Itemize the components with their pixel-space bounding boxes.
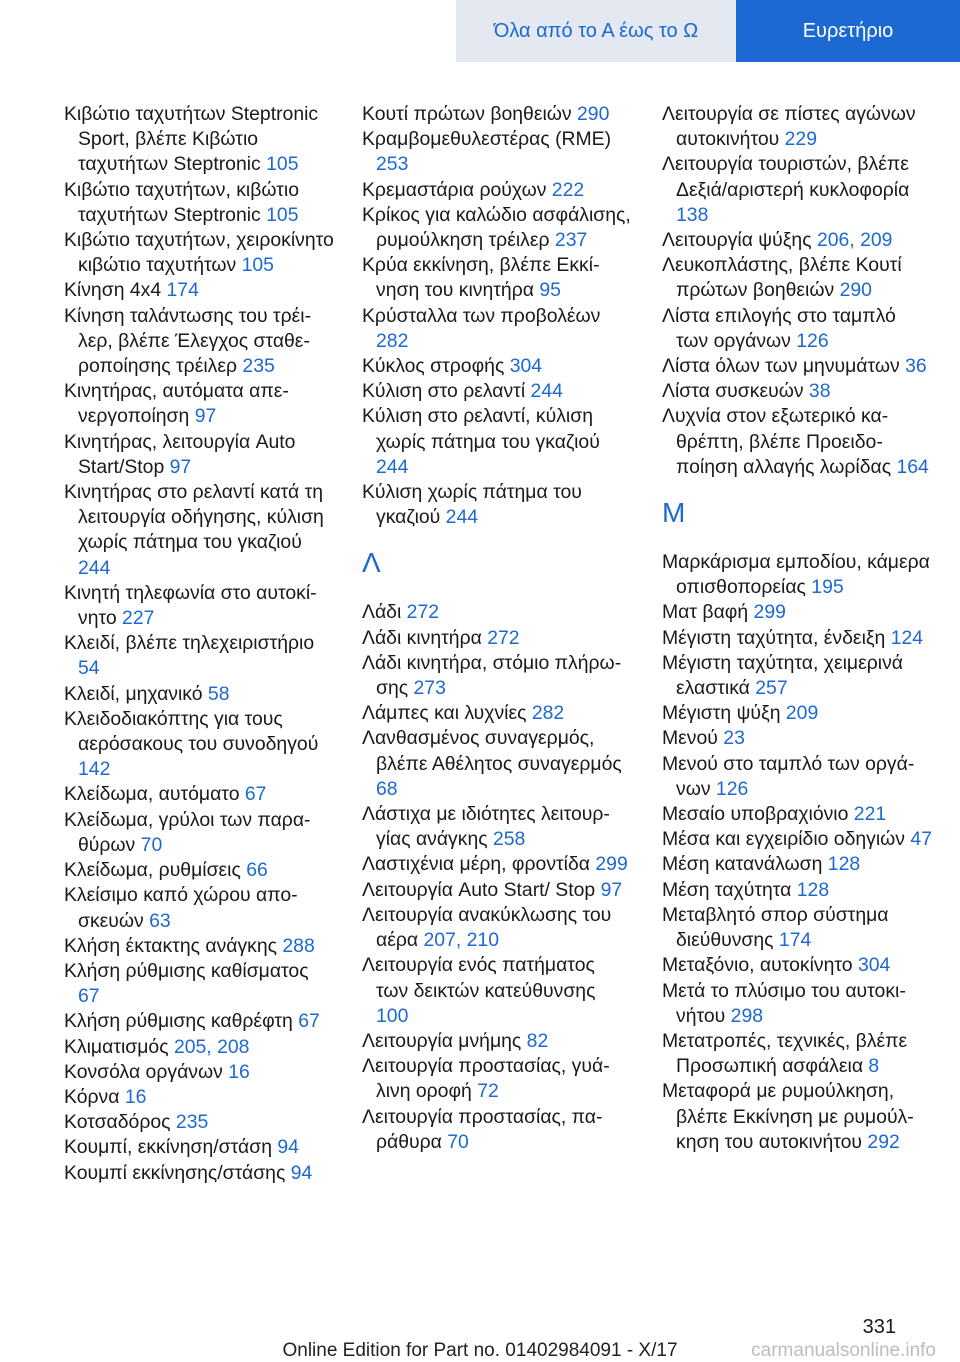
- index-term: Κλειδοδιακόπτης για τους αερόσακους του συνοδηγού: [64, 707, 319, 756]
- page-reference-link[interactable]: 282: [531, 702, 565, 725]
- page-reference-link[interactable]: 195: [811, 576, 844, 599]
- index-entry: [64, 379, 334, 429]
- index-entry: [64, 178, 334, 228]
- page-reference-link[interactable]: 124: [890, 626, 924, 649]
- section-letter-lambda: Λ: [362, 547, 381, 579]
- index-term: Κραμβομεθυλεστέρας (RME): [362, 128, 612, 151]
- index-term: Μενού: [662, 727, 718, 750]
- index-entry: [362, 404, 632, 480]
- page-reference-link[interactable]: 174: [778, 929, 812, 952]
- index-entry: [362, 1029, 632, 1054]
- index-term: Λειτουργία προστασίας, παράθυρα: [362, 1105, 603, 1153]
- index-term: Κόρνα: [64, 1085, 120, 1108]
- index-term: Κινητήρας, αυτόματα απενεργοποίηση: [64, 380, 289, 428]
- index-entry: [64, 682, 334, 707]
- index-term: Κινητήρας, λειτουργία Auto Start/Stop: [64, 430, 296, 478]
- page-reference-link[interactable]: 304: [857, 954, 891, 977]
- index-entry: [662, 550, 932, 600]
- index-term: Κίνηση 4x4: [64, 279, 162, 302]
- index-entry: [64, 1161, 334, 1186]
- index-term: Κρεμαστάρια ρούχων: [362, 178, 547, 201]
- page-reference-link[interactable]: 290: [839, 279, 872, 302]
- index-term: Μέση ταχύτητα: [662, 878, 792, 901]
- page-reference-link[interactable]: 244: [376, 455, 409, 478]
- page-reference-link[interactable]: 174: [166, 279, 199, 302]
- index-entry: [662, 979, 932, 1029]
- page-reference-link[interactable]: 221: [853, 803, 887, 826]
- page-reference-link[interactable]: 235: [242, 355, 275, 378]
- index-term: Λίστα όλων των μηνυμάτων: [662, 355, 900, 378]
- page-reference-link[interactable]: 227: [122, 607, 155, 630]
- index-entry: [362, 1105, 632, 1155]
- index-term: Λευκοπλάστης, βλέπε Κουτί πρώτων βοηθειών: [662, 254, 902, 302]
- index-term: Κιβώτιο ταχυτήτων, κιβώτιο ταχυτήτων Steptronic: [64, 178, 299, 226]
- index-entry: [64, 883, 334, 933]
- index-entry: [662, 1079, 932, 1155]
- index-entry: [662, 102, 932, 152]
- index-term: Λίστα συσκευών: [662, 380, 804, 403]
- index-term: Λειτουργία ανακύκλωσης του αέρα: [362, 903, 612, 952]
- index-term: Κλιματισμός: [64, 1035, 169, 1058]
- index-entry: [362, 203, 632, 253]
- page-reference-link[interactable]: 36: [905, 355, 927, 378]
- index-term: Μεταξόνιο, αυτοκίνητο: [662, 954, 853, 977]
- page-reference-link[interactable]: 272: [487, 626, 520, 649]
- index-entry: [64, 581, 334, 631]
- page-reference-link[interactable]: 63: [149, 909, 171, 932]
- index-entry: [662, 651, 932, 701]
- index-term: Μεσαίο υποβραχιόνιο: [662, 803, 849, 826]
- page-reference-link[interactable]: 105: [266, 203, 299, 226]
- index-entry: [64, 430, 334, 480]
- page-reference-link[interactable]: 72: [477, 1080, 499, 1103]
- page-reference-link[interactable]: 97: [169, 455, 192, 478]
- index-term: Λάδι κινητήρα: [362, 626, 482, 649]
- page-reference-link[interactable]: 94: [290, 1161, 313, 1184]
- page-reference-link[interactable]: 235: [175, 1111, 209, 1134]
- index-term: Λαστιχένια μέρη, φροντίδα: [362, 853, 590, 876]
- index-term: Μαρκάρισμα εμποδίου, κάμερα οπισθοπορείας: [662, 551, 930, 599]
- index-term: Κλείδωμα, γρύλοι των παραθύρων: [64, 808, 311, 856]
- index-entry: [64, 1060, 334, 1085]
- index-entry: [64, 858, 334, 883]
- index-entry: [362, 903, 632, 953]
- page-reference-link[interactable]: 237: [554, 229, 588, 252]
- page-reference-link[interactable]: 70: [140, 833, 163, 856]
- page-reference-link[interactable]: 126: [796, 329, 829, 352]
- index-term: Ματ βαφή: [662, 601, 749, 624]
- index-entry: [662, 253, 932, 303]
- watermark: carmanualsonline.info: [751, 1340, 936, 1361]
- page-reference-link[interactable]: 288: [282, 934, 315, 957]
- page-reference-link[interactable]: 47: [910, 828, 932, 851]
- index-term: Κλειδί, βλέπε τηλεχειριστήριο: [64, 632, 315, 655]
- index-term: Μέση κατανάλωση: [662, 853, 823, 876]
- index-entry: [64, 278, 334, 303]
- index-entry: [662, 752, 932, 802]
- index-entry: [64, 480, 334, 581]
- page-reference-link[interactable]: 209: [785, 702, 819, 725]
- index-entry: [662, 304, 932, 354]
- header-index-tab[interactable]: Ευρετήριο: [736, 0, 960, 62]
- index-entry: [362, 1054, 632, 1104]
- index-term: Κρύσταλλα των προβολέων: [362, 304, 601, 327]
- index-entry: [362, 127, 632, 177]
- page-reference-link[interactable]: 290: [577, 103, 610, 125]
- index-term: Λειτουργία Auto Start/ Stop: [362, 878, 596, 901]
- page-reference-link[interactable]: 138: [676, 203, 709, 226]
- index-term: Κλήση ρύθμισης καθίσματος: [64, 959, 309, 982]
- index-entry: [662, 404, 932, 480]
- page-reference-link[interactable]: 82: [526, 1029, 549, 1052]
- page-reference-link[interactable]: 54: [78, 657, 100, 680]
- index-term: Μετατροπές, τεχνικές, βλέπε Προσωπική ασφάλεια: [662, 1029, 908, 1078]
- page-reference-link[interactable]: 273: [413, 677, 446, 700]
- index-term: Κύλιση χωρίς πάτημα του γκαζιού: [362, 481, 582, 529]
- page-reference-link[interactable]: 299: [595, 853, 628, 876]
- index-term: Κοτσαδόρος: [64, 1111, 171, 1134]
- index-entry: [662, 878, 932, 903]
- index-term: Μέσα και εγχειρίδιο οδηγιών: [662, 828, 906, 851]
- page-reference-link[interactable]: 38: [808, 380, 831, 403]
- page-reference-link[interactable]: 95: [539, 279, 561, 302]
- index-entry: [64, 102, 334, 178]
- page-reference-link[interactable]: 253: [376, 153, 409, 176]
- index-term: Μετά το πλύσιμο του αυτοκινήτου: [662, 979, 906, 1027]
- page-reference-link[interactable]: 206, 209: [816, 229, 893, 252]
- header-section-tab[interactable]: Όλα από το Α έως το Ω: [456, 0, 736, 62]
- index-term: Κλείδωμα, αυτόματο: [64, 783, 240, 806]
- index-entry: [362, 379, 632, 404]
- index-term: Κινητή τηλεφωνία στο αυτοκίνητο: [64, 581, 317, 630]
- page-reference-link[interactable]: 16: [124, 1085, 147, 1108]
- index-entry: [362, 878, 632, 903]
- index-term: Κουτί πρώτων βοηθειών: [362, 103, 572, 125]
- page-reference-link[interactable]: 304: [509, 355, 543, 378]
- index-term: Κλήση έκτακτης ανάγκης: [64, 934, 277, 957]
- page-reference-link[interactable]: 222: [551, 178, 585, 201]
- index-entry: [64, 959, 334, 1009]
- index-term: Λανθασμένος συναγερμός, βλέπε Αθέλητος συναγερμός: [362, 727, 622, 775]
- page-header: [0, 0, 960, 62]
- index-entry: [362, 651, 632, 701]
- page-reference-link[interactable]: 105: [241, 254, 274, 277]
- index-term: Κινητήρας στο ρελαντί κατά τη λειτουργία οδήγησης, κύλιση χωρίς πάτημα του γκαζιού: [64, 481, 324, 554]
- index-entry: [662, 228, 932, 253]
- index-term: Μέγιστη ψύξη: [662, 702, 781, 725]
- index-entry: [662, 827, 932, 852]
- page-reference-link[interactable]: 142: [78, 758, 111, 781]
- page-number: 331: [862, 1316, 896, 1338]
- index-term: Λυχνία στον εξωτερικό καθρέπτη, βλέπε Προειδοποίηση αλλαγής λωρίδας: [662, 405, 892, 478]
- page-reference-link[interactable]: 282: [376, 329, 409, 352]
- index-entry: [662, 152, 932, 228]
- page-reference-link[interactable]: 244: [445, 506, 479, 529]
- section-letter-mu: Μ: [662, 497, 686, 529]
- index-term: Κύλιση στο ρελαντί: [362, 380, 526, 403]
- index-entry: [662, 1029, 932, 1079]
- page-reference-link[interactable]: 94: [277, 1136, 299, 1159]
- index-term: Κρύα εκκίνηση, βλέπε Εκκίνηση του κινητήρα: [362, 254, 600, 302]
- index-entry: [662, 852, 932, 877]
- index-term: Λειτουργία σε πίστες αγώνων αυτοκινήτου: [662, 103, 916, 151]
- index-term: Λειτουργία τουριστών, βλέπε Δεξιά/αριστερή κυκλοφορία: [662, 153, 910, 201]
- index-term: Λάμπες και λυχνίες: [362, 702, 527, 725]
- index-entry: [64, 631, 334, 681]
- index-term: Κονσόλα οργάνων: [64, 1060, 223, 1083]
- index-column-2: [362, 102, 632, 1155]
- index-term: Κρίκος για καλώδιο ασφάλισης, ρυμούλκηση τρέιλερ: [362, 203, 631, 252]
- index-term: Κύκλος στροφής: [362, 355, 505, 378]
- index-term: Λειτουργία ψύξης: [662, 229, 812, 252]
- index-term: Κύλιση στο ρελαντί, κύλιση χωρίς πάτημα του γκαζιού: [362, 405, 600, 453]
- page-reference-link[interactable]: 67: [244, 783, 267, 806]
- page-reference-link[interactable]: 205, 208: [173, 1035, 250, 1058]
- index-entry: [64, 707, 334, 783]
- page-reference-link[interactable]: 67: [78, 985, 100, 1008]
- index-term: Λάδι: [362, 601, 402, 624]
- index-term: Μεταβλητό σπορ σύστημα διεύθυνσης: [662, 903, 889, 952]
- page-reference-link[interactable]: 244: [78, 556, 111, 579]
- page-reference-link[interactable]: 97: [600, 878, 623, 901]
- index-column-1: [64, 102, 334, 1186]
- index-entry: [362, 178, 632, 203]
- index-entry: [362, 304, 632, 354]
- page-reference-link[interactable]: 16: [228, 1060, 250, 1083]
- index-entry: [64, 1135, 334, 1160]
- page-reference-link[interactable]: 126: [715, 777, 749, 800]
- page-reference-link[interactable]: 105: [266, 153, 299, 176]
- index-term: Κλήση ρύθμισης καθρέφτη: [64, 1010, 293, 1033]
- index-entry: [662, 354, 932, 379]
- index-entry: [662, 802, 932, 827]
- index-term: Μεταφορά με ρυμούλκηση, βλέπε Εκκίνηση με ρυμούλκηση του αυτοκινήτου: [662, 1080, 914, 1153]
- page-reference-link[interactable]: 272: [406, 601, 440, 624]
- index-entry: [662, 903, 932, 953]
- page-reference-link[interactable]: 66: [246, 859, 268, 882]
- index-entry: [64, 782, 334, 807]
- index-term: Μέγιστη ταχύτητα, χειμερινά ελαστικά: [662, 651, 903, 700]
- index-entry: [362, 480, 632, 530]
- index-entry: [362, 600, 632, 625]
- index-term: Λειτουργία ενός πατήματος των δεικτών κατεύθυνσης: [362, 954, 596, 1002]
- index-entry: [662, 379, 932, 404]
- index-term: Κιβώτιο ταχυτήτων, χειροκίνητο κιβώτιο ταχυτήτων: [64, 229, 334, 277]
- index-term: Κουμπί εκκίνησης/στάσης: [64, 1161, 286, 1184]
- index-term: Μενού στο ταμπλό των οργάνων: [662, 752, 915, 800]
- page-reference-link[interactable]: 68: [376, 777, 398, 800]
- index-term: Μέγιστη ταχύτητα, ένδειξη: [662, 626, 886, 649]
- index-entry: [362, 626, 632, 651]
- page-reference-link[interactable]: 257: [755, 677, 788, 700]
- index-term: Λίστα επιλογής στο ταμπλό των οργάνων: [662, 304, 896, 352]
- index-entry: [662, 626, 932, 651]
- index-entry: [662, 600, 932, 625]
- page-reference-link[interactable]: 164: [896, 455, 929, 478]
- page-reference-link[interactable]: 23: [723, 727, 745, 750]
- page-reference-link[interactable]: 97: [194, 405, 217, 428]
- index-term: Λειτουργία προστασίας, γυάλινη οροφή: [362, 1055, 610, 1103]
- index-entry: [662, 726, 932, 751]
- index-term: Λάδι κινητήρα, στόμιο πλήρωσης: [362, 651, 622, 700]
- page-reference-link[interactable]: 292: [867, 1130, 900, 1153]
- page-reference-link[interactable]: 67: [298, 1010, 320, 1033]
- page-reference-link[interactable]: 100: [376, 1004, 409, 1027]
- index-term: Λειτουργία μνήμης: [362, 1029, 522, 1052]
- index-entry: [64, 1035, 334, 1060]
- page-reference-link[interactable]: 128: [796, 878, 830, 901]
- index-term: Κλειδί, μηχανικό: [64, 682, 203, 705]
- index-entry: [362, 726, 632, 802]
- page-reference-link[interactable]: 298: [730, 1004, 764, 1027]
- page-reference-link[interactable]: 244: [530, 380, 563, 403]
- index-column-3: [662, 102, 932, 1155]
- index-term: Κλείσιμο καπό χώρου αποσκευών: [64, 884, 298, 932]
- page-reference-link[interactable]: 70: [447, 1130, 469, 1153]
- index-entry: [362, 102, 632, 127]
- index-entry: [362, 701, 632, 726]
- index-entry: [362, 802, 632, 852]
- index-entry: [64, 1110, 334, 1135]
- index-entry: [64, 304, 334, 380]
- page-reference-link[interactable]: 8: [868, 1055, 880, 1078]
- page-reference-link[interactable]: 207, 210: [423, 929, 499, 952]
- footer-edition: Online Edition for Part no. 01402984091 - X/17: [282, 1340, 678, 1361]
- index-entry: [64, 1085, 334, 1110]
- index-entry: [662, 953, 932, 978]
- index-entry: [662, 701, 932, 726]
- index-entry: [64, 934, 334, 959]
- index-term: Κιβώτιο ταχυτήτων Steptronic Sport, βλέπε Κιβώτιο ταχυτήτων Steptronic: [64, 103, 319, 176]
- index-term: Λάστιχα με ιδιότητες λειτουργίας ανάγκης: [362, 803, 610, 851]
- index-entry: [362, 953, 632, 1029]
- index-term: Κίνηση ταλάντωσης του τρέιλερ, βλέπε Έλεγχος σταθεροποίησης τρέιλερ: [64, 304, 312, 378]
- index-entry: [64, 228, 334, 278]
- page-reference-link[interactable]: 258: [492, 828, 526, 851]
- page-reference-link[interactable]: 128: [827, 853, 861, 876]
- index-entry: [362, 253, 632, 303]
- index-term: Κουμπί, εκκίνηση/στάση: [64, 1136, 272, 1159]
- page-reference-link[interactable]: 229: [784, 128, 817, 151]
- index-entry: [64, 808, 334, 858]
- index-term: Κλείδωμα, ρυθμίσεις: [64, 859, 241, 882]
- index-entry: [362, 354, 632, 379]
- index-entry: [362, 852, 632, 877]
- index-entry: [64, 1009, 334, 1034]
- page-reference-link[interactable]: 299: [753, 601, 786, 624]
- page-reference-link[interactable]: 58: [207, 682, 230, 705]
